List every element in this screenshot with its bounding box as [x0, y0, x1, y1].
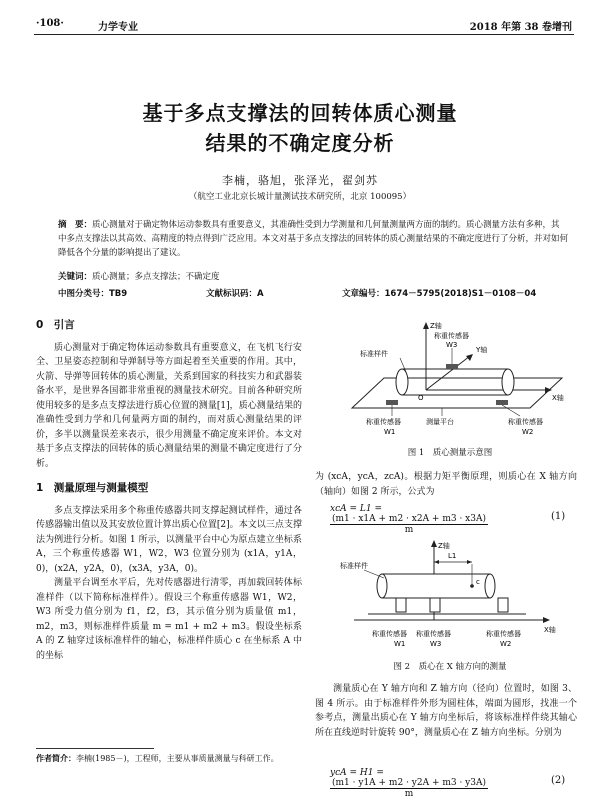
abstract: [58, 218, 568, 260]
article-number: 文章编号：1674－5795(2018)S1－0108－04: [342, 289, 537, 299]
fig2-l1-label: L1: [448, 552, 457, 560]
eq2-numerator: (m1 · y1A + m2 · y2A + m3 · y3A): [332, 778, 487, 788]
eq1-numerator: (m1 · x1A + m2 · x2A + m3 · x3A): [332, 514, 486, 524]
fig1-z-label: Z轴: [430, 322, 442, 330]
fig2-c-label: c: [476, 578, 480, 586]
title-line-1: 基于多点支撑法的回转体质心测量: [142, 101, 458, 125]
fig2-sample-label: 标准样件: [340, 562, 368, 570]
fig2-sensor-2-label: 称重传感器: [416, 630, 451, 638]
fig2-w3-label: W3: [430, 640, 442, 648]
fig1-z-arrow: [423, 322, 429, 329]
right-paragraph-a: 为 (xcA，ycA，zcA)。根据力矩平衡原理，则质心在 X 轴方向（轴向）如图 2 所示，公式为: [315, 472, 577, 497]
fig2-sensor-w3: [430, 598, 440, 612]
fig2-sample-right-end: [485, 574, 495, 598]
footnote-label: 作者简介：: [36, 754, 76, 763]
intro-heading: 0 引言: [36, 319, 75, 331]
page-number: ·108·: [36, 18, 64, 29]
clc-number: 中图分类号：TB9: [58, 289, 128, 299]
section1-paragraph-1: 多点支撑法采用多个称重传感器共同支撑起测试样件，通过各传感器输出值以及其安放位置计算出质心位置[2]。本文以三点支撑法为例进行分析。如图 1 所示，以测量平台中心为原点建立坐标系 A，三个称重传感器 W1，W2，W3 位置分别为 (x1A，y1A，0)，(x2A，y2A，0)，(x3A，y3A，0)。: [36, 505, 302, 574]
fig1-y-label: Y轴: [476, 346, 488, 354]
affiliation: （航空工业北京长城计量测试技术研究所，北京 100095）: [188, 192, 412, 202]
equation-2: [330, 768, 540, 799]
eq1-denominator: m: [404, 525, 414, 535]
fig1-y-axis: [426, 356, 470, 390]
abstract-label: 摘 要：: [58, 220, 93, 230]
equation-1: [330, 504, 540, 535]
fig1-sensor-top-label: 称重传感器: [434, 332, 469, 340]
abstract-text: 质心测量对于确定物体运动参数具有重要意义，其准确性受到力学测量和几何量测量两方面的制约。质心测量方法有多种，其中多点支撑法以其高效、高精度的特点得到广泛应用。本文对基于多点支撑法的回转体的质心测量结果的不确定度进行了分析，并对如何降低各个分量的影响提出了建议。: [58, 220, 569, 258]
fig1-x-label: X轴: [552, 394, 564, 402]
fig2-sensor-1-label: 称重传感器: [372, 630, 407, 638]
fig1-sensor-bl-label: 称重传感器: [366, 418, 401, 426]
keywords-text: 质心测量；多点支撑法；不确定度: [92, 272, 220, 282]
fig2-sensor-w1: [396, 598, 406, 612]
intro-paragraph: 质心测量对于确定物体运动参数具有重要意义，在飞机飞行安全、卫星姿态控制和导弹制导等方面起着至关重要的作用。其中，火箭、导弹等回转体的质心测量，关系到国家的科技实力和武器装备水平，是世界各国都非常重视的测量技术研究。目前各种研究所使用较多的是多点支撑法进行质心位置的测量[1]，质心测量结果的准确性受到力学和几何量两方面的制约，而对质心测量结果的评价，多半以测量误差来表示，很少用测量不确定度来评价。本文对基于多点支撑法的回转体的质心测量结果的测量不确定度进行了分析。: [36, 342, 302, 469]
section1-paragraph-2: 测量平台调至水平后，先对传感器进行清零，再加载回转体标准样件（以下简称标准样件）。假设三个称重传感器 W1，W2，W3 所受力值分别为 f1，f2，f3，其示值分别为质量值 m1，m2，m3，则标准样件质量 m = m1 + m2 + m3。假设坐标系 A 的 Z 轴穿过该标准样件的轴心，标准样件质心 c 在坐标系 A 中的坐标: [36, 578, 302, 661]
fig2-sensor-w2: [498, 598, 508, 612]
keywords: [58, 270, 568, 282]
eq2-lhs: ycA = H1 =: [330, 768, 384, 778]
fig2-sensor-3-label: 称重传感器: [486, 630, 521, 638]
paper-title: [0, 98, 600, 158]
section1-heading: 1 测量原理与测量模型: [36, 482, 149, 494]
fig1-origin-label: O: [418, 394, 424, 402]
document-code: 文献标识码：A: [206, 289, 264, 299]
fig2-sample-left-end: [377, 574, 387, 598]
figure-2-caption: 图 2 质心在 X 轴方向的测量: [393, 662, 507, 672]
title-line-2: 结果的不确定度分析: [205, 131, 395, 155]
author-list: 李楠，骆旭，张泽光，翟剑苏: [222, 174, 378, 187]
author-footnote: [36, 752, 302, 765]
fig1-sensor-w2: [496, 400, 508, 405]
equation-1-number: (1): [551, 511, 566, 522]
equation-2-number: (2): [551, 775, 566, 786]
footnote-rule: [36, 748, 154, 749]
journal-issue: 2018 年第 38 卷增刊: [469, 22, 572, 33]
fig1-w3-label: W3: [446, 341, 458, 349]
fig1-y-arrow: [466, 354, 473, 361]
running-header: [36, 18, 572, 34]
fig1-sensor-w1: [386, 400, 398, 405]
eq2-fraction: [330, 778, 488, 799]
fig1-sensor-w3: [446, 364, 458, 369]
figure-2-diagram: [338, 538, 566, 652]
eq2-denominator: m: [404, 789, 414, 799]
fig1-platform-label: 测量平台: [426, 418, 454, 426]
left-column: [36, 318, 302, 663]
right-paragraph-b: 测量质心在 Y 轴方向和 Z 轴方向（径向）位置时，如图 3、图 4 所示。由于标准样件外形为圆柱体，端面为圆形，找准一个参考点，测量出质心在 Y 轴方向坐标后，将该标准样件绕其轴心所在直线逆时针旋转 90°，测量质心在 Z 轴方向坐标。分别为: [315, 684, 577, 738]
fig1-w1-label: W1: [384, 428, 396, 436]
fig2-w1-label: W1: [394, 640, 406, 648]
eq1-lhs: xcA = L1 =: [330, 504, 382, 514]
fig1-sensor-br-label: 称重传感器: [508, 418, 543, 426]
fig1-sample-right-end: [502, 369, 514, 395]
keywords-label: 关键词：: [58, 272, 93, 282]
footnote-text: 李楠(1985－)，工程师，主要从事质量测量与科研工作。: [76, 754, 279, 763]
header-rule: [34, 34, 574, 35]
fig2-w2-label: W2: [500, 640, 512, 648]
figure-1-diagram: [330, 320, 570, 440]
fig2-z-label: Z轴: [438, 542, 450, 550]
eq1-fraction: [330, 514, 488, 535]
classification-line: [58, 287, 578, 301]
fig1-platform: [352, 378, 562, 408]
fig1-w2-label: W2: [522, 428, 534, 436]
fig1-sample-label: 标准样件: [360, 350, 388, 358]
figure-1-caption: 图 1 质心测量示意图: [407, 448, 493, 458]
fig2-x-label: X轴: [544, 626, 556, 634]
journal-name: 力学专业: [98, 22, 138, 33]
fig1-sample-left-end: [396, 369, 408, 395]
